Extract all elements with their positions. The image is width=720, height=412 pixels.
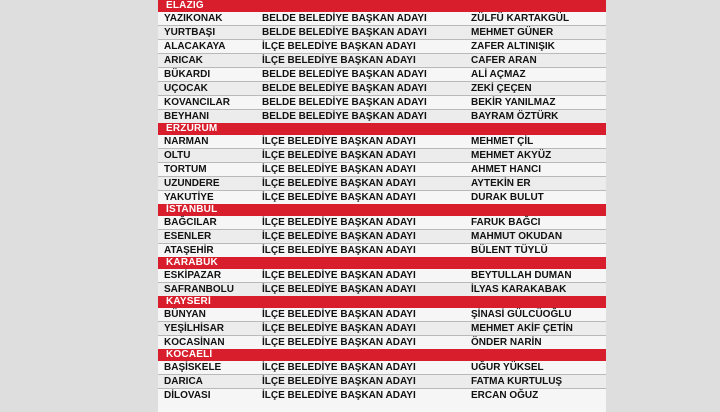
district-cell: SAFRANBOLU [164,284,234,295]
position-cell: BELDE BELEDİYE BAŞKAN ADAYI [262,97,427,108]
section-header: KARABÜK [158,257,606,269]
table-row [158,336,606,349]
position-cell: İLÇE BELEDİYE BAŞKAN ADAYI [262,337,416,348]
candidate-name-cell: MEHMET GÜNER [471,27,554,38]
section-header: ERZURUM [158,123,606,135]
position-cell: BELDE BELEDİYE BAŞKAN ADAYI [262,111,427,122]
table-row [158,230,606,244]
candidate-name-cell: ZEKİ ÇEÇEN [471,83,532,94]
candidate-table [158,0,606,412]
district-cell: ESKİPAZAR [164,270,222,281]
table-row [158,82,606,96]
candidate-name-cell: DURAK BULUT [471,192,544,203]
candidate-name-cell: AHMET HANCI [471,164,541,175]
section-header: KAYSERİ [158,296,606,308]
right-margin [606,0,720,412]
position-cell: İLÇE BELEDİYE BAŞKAN ADAYI [262,245,416,256]
position-cell: İLÇE BELEDİYE BAŞKAN ADAYI [262,362,416,373]
district-cell: DİLOVASI [164,390,211,401]
district-cell: BEYHANI [164,111,210,122]
position-cell: İLÇE BELEDİYE BAŞKAN ADAYI [262,178,416,189]
position-cell: İLÇE BELEDİYE BAŞKAN ADAYI [262,217,416,228]
position-cell: İLÇE BELEDİYE BAŞKAN ADAYI [262,150,416,161]
district-cell: UZUNDERE [164,178,220,189]
position-cell: İLÇE BELEDİYE BAŞKAN ADAYI [262,136,416,147]
table-row [158,269,606,283]
position-cell: İLÇE BELEDİYE BAŞKAN ADAYI [262,55,416,66]
position-cell: BELDE BELEDİYE BAŞKAN ADAYI [262,27,427,38]
district-cell: YAKUTİYE [164,192,214,203]
candidate-name-cell: BEKİR YANILMAZ [471,97,556,108]
position-cell: İLÇE BELEDİYE BAŞKAN ADAYI [262,164,416,175]
district-cell: ARICAK [164,55,203,66]
candidate-name-cell: AYTEKİN ER [471,178,531,189]
table-row [158,135,606,149]
candidate-name-cell: MEHMET AKİF ÇETİN [471,323,573,334]
district-cell: UÇOCAK [164,83,208,94]
district-cell: YEŞİLHİSAR [164,323,225,334]
section-rows [158,216,606,257]
district-cell: BAŞİSKELE [164,362,222,373]
position-cell: İLÇE BELEDİYE BAŞKAN ADAYI [262,41,416,52]
candidate-name-cell: MEHMET ÇİL [471,136,534,147]
table-row [158,389,606,402]
table-row [158,308,606,322]
district-cell: YAZIKONAK [164,13,223,24]
section-header: İSTANBUL [158,204,606,216]
table-row [158,361,606,375]
position-cell: İLÇE BELEDİYE BAŞKAN ADAYI [262,309,416,320]
district-cell: DARICA [164,376,203,387]
table-row [158,26,606,40]
district-cell: OLTU [164,150,191,161]
section-header: ELAZIĞ [158,0,606,12]
position-cell: İLÇE BELEDİYE BAŞKAN ADAYI [262,376,416,387]
candidate-name-cell: ZAFER ALTINIŞIK [471,41,555,52]
candidate-name-cell: ÖNDER NARİN [471,337,542,348]
district-cell: BÜNYAN [164,309,206,320]
table-row [158,177,606,191]
candidate-name-cell: BÜLENT TÜYLÜ [471,245,548,256]
district-cell: YURTBAŞI [164,27,216,38]
candidate-name-cell: ALİ AÇMAZ [471,69,526,80]
candidate-name-cell: MEHMET AKYÜZ [471,150,552,161]
section-rows [158,12,606,123]
table-row [158,149,606,163]
table-row [158,54,606,68]
table-row [158,12,606,26]
candidate-name-cell: UĞUR YÜKSEL [471,362,544,373]
section-rows [158,308,606,349]
district-cell: KOVANCILAR [164,97,230,108]
section-rows [158,269,606,296]
position-cell: İLÇE BELEDİYE BAŞKAN ADAYI [262,323,416,334]
section-header: KOCAELİ [158,349,606,361]
candidate-name-cell: BEYTULLAH DUMAN [471,270,572,281]
table-row [158,216,606,230]
table-row [158,375,606,389]
position-cell: BELDE BELEDİYE BAŞKAN ADAYI [262,13,427,24]
table-row [158,40,606,54]
district-cell: ALACAKAYA [164,41,226,52]
district-cell: BAĞCILAR [164,217,217,228]
position-cell: BELDE BELEDİYE BAŞKAN ADAYI [262,69,427,80]
district-cell: NARMAN [164,136,209,147]
table-row [158,163,606,177]
candidate-name-cell: FARUK BAĞCI [471,217,541,228]
table-row [158,322,606,336]
position-cell: İLÇE BELEDİYE BAŞKAN ADAYI [262,192,416,203]
left-margin [0,0,158,412]
district-cell: ATAŞEHİR [164,245,214,256]
position-cell: BELDE BELEDİYE BAŞKAN ADAYI [262,83,427,94]
candidate-name-cell: ŞİNASİ GÜLCÜOĞLU [471,309,572,320]
section-rows [158,135,606,204]
district-cell: TORTUM [164,164,207,175]
table-row [158,68,606,82]
candidate-name-cell: BAYRAM ÖZTÜRK [471,111,559,122]
candidate-name-cell: ZÜLFÜ KARTAKGÜL [471,13,570,24]
section-rows [158,361,606,402]
candidate-name-cell: CAFER ARAN [471,55,537,66]
candidate-name-cell: ERCAN OĞUZ [471,390,539,401]
position-cell: İLÇE BELEDİYE BAŞKAN ADAYI [262,390,416,401]
district-cell: BÜKARDI [164,69,211,80]
table-row [158,191,606,204]
district-cell: ESENLER [164,231,212,242]
position-cell: İLÇE BELEDİYE BAŞKAN ADAYI [262,231,416,242]
table-row [158,110,606,123]
district-cell: KOCASİNAN [164,337,225,348]
table-row [158,283,606,296]
candidate-name-cell: MAHMUT OKUDAN [471,231,563,242]
position-cell: İLÇE BELEDİYE BAŞKAN ADAYI [262,270,416,281]
position-cell: İLÇE BELEDİYE BAŞKAN ADAYI [262,284,416,295]
table-row [158,244,606,257]
candidate-name-cell: FATMA KURTULUŞ [471,376,563,387]
candidate-name-cell: İLYAS KARAKABAK [471,284,567,295]
table-row [158,96,606,110]
